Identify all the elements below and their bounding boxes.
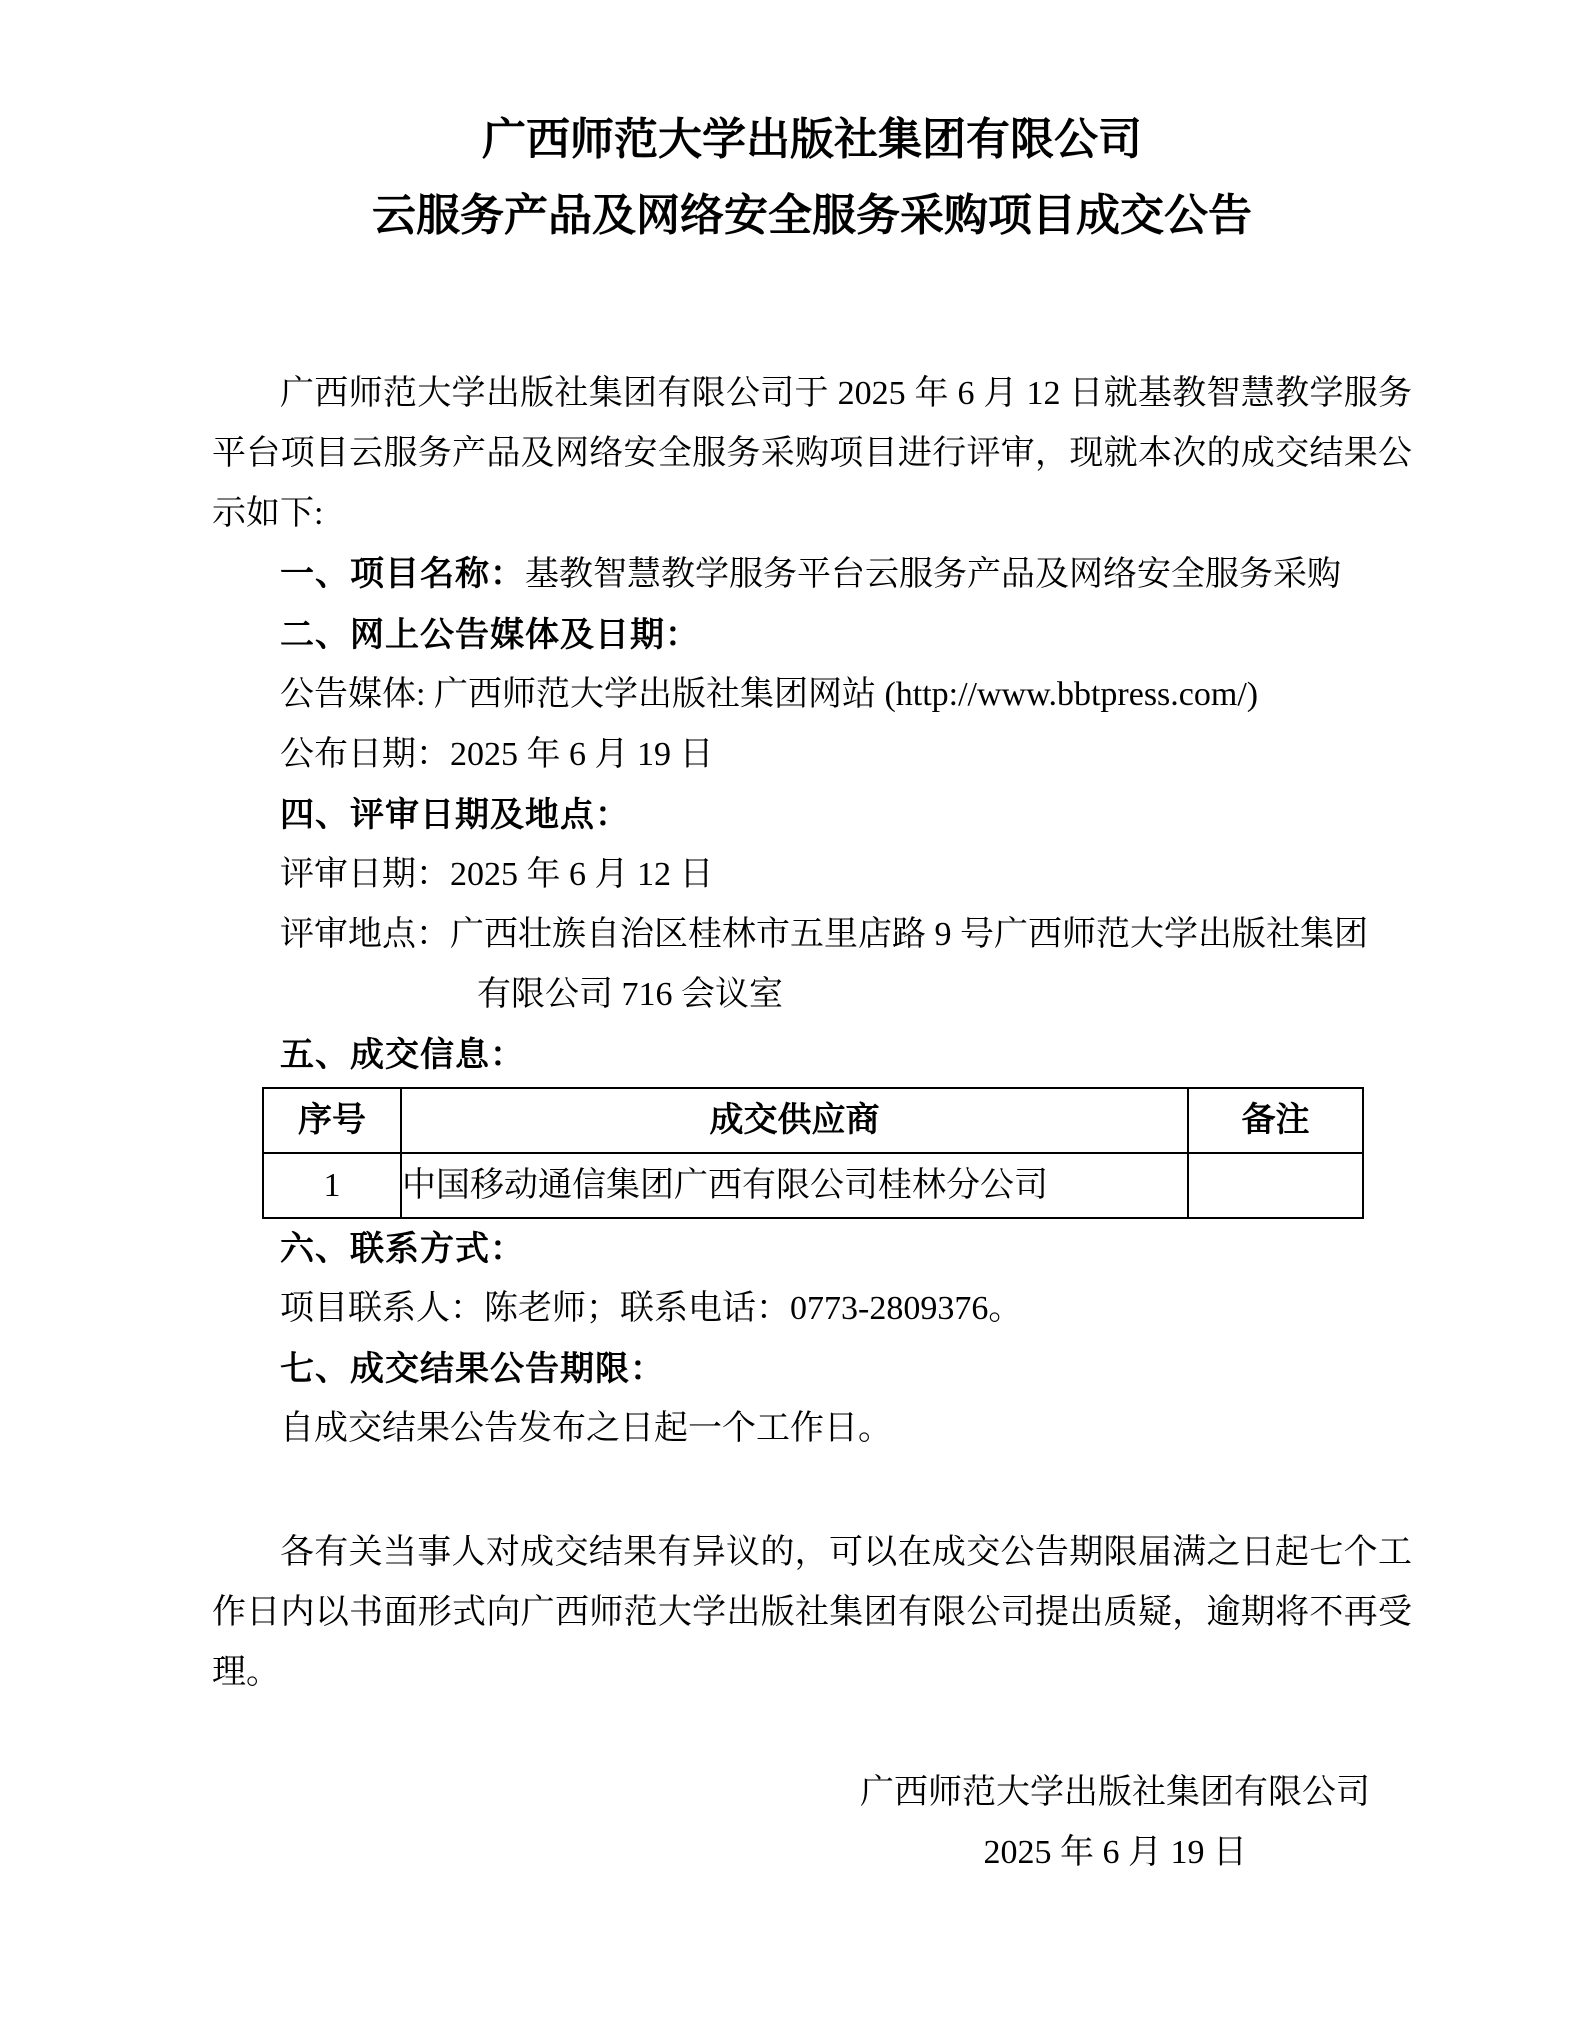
announcement-media-line [212, 665, 1412, 725]
section-2-heading: 二、网上公告媒体及日期： [280, 616, 700, 654]
table-cell-supplier: 中国移动通信集团广西有限公司桂林分公司 [401, 1153, 1188, 1218]
review-date-label: 评审日期： [280, 856, 450, 893]
section-5-heading: 五、成交信息： [280, 1036, 525, 1074]
publish-date-value: 2025 年 6 月 19 日 [450, 736, 714, 773]
table-row [263, 1153, 1363, 1218]
table-header-row [263, 1088, 1363, 1153]
review-place-value-line1: 广西壮族自治区桂林市五里店路 9 号广西师范大学出版社集团 [450, 916, 1368, 953]
table-header-remark: 备注 [1188, 1088, 1363, 1153]
intro-paragraph: 广西师范大学出版社集团有限公司于 2025 年 6 月 12 日就基教智慧教学服务平台项目云服务产品及网络安全服务采购项目进行评审，现就本次的成交结果公示如下: [212, 375, 1412, 532]
table-header-supplier: 成交供应商 [401, 1088, 1188, 1153]
objection-paragraph: 各有关当事人对成交结果有异议的，可以在成交公告期限届满之日起七个工作日内以书面形式向广西师范大学出版社集团有限公司提出质疑，逾期将不再受理。 [212, 1534, 1412, 1691]
section-1-label: 一、项目名称： [280, 555, 525, 593]
signature-date: 2025 年 6 月 19 日 [983, 1834, 1247, 1871]
document-title-line1: 广西师范大学出版社集团有限公司 [482, 115, 1142, 164]
document-body [212, 0, 1412, 1883]
section-6-heading: 六、联系方式： [280, 1230, 525, 1268]
table-cell-no: 1 [263, 1153, 401, 1218]
table-header-no: 序号 [263, 1088, 401, 1153]
contact-line: 项目联系人：陈老师；联系电话：0773-2809376。 [280, 1290, 1023, 1327]
review-date-value: 2025 年 6 月 12 日 [450, 856, 714, 893]
publish-date-label: 公布日期： [280, 736, 450, 773]
section-4-heading: 四、评审日期及地点： [280, 796, 630, 834]
section-1-value: 基教智慧教学服务平台云服务产品及网络安全服务采购 [525, 556, 1341, 593]
section-7-heading: 七、成交结果公告期限： [280, 1350, 665, 1388]
document-title-line2: 云服务产品及网络安全服务采购项目成交公告 [372, 191, 1252, 240]
announcement-media-value: 广西师范大学出版社集团网站 (http://www.bbtpress.com/) [433, 676, 1259, 713]
review-place-line2: 有限公司 716 会议室 [477, 976, 783, 1013]
announcement-media-label: 公告媒体: [280, 676, 426, 713]
review-place-line1 [212, 905, 1412, 965]
review-place-label: 评审地点： [280, 916, 450, 953]
signature-company: 广西师范大学出版社集团有限公司 [860, 1774, 1370, 1811]
announcement-period-line: 自成交结果公告发布之日起一个工作日。 [280, 1410, 892, 1447]
publish-date-line [212, 725, 1412, 785]
section-1-project-name [212, 544, 1412, 605]
table-cell-remark [1188, 1153, 1363, 1218]
review-date-line [212, 845, 1412, 905]
award-result-table [262, 1087, 1364, 1219]
